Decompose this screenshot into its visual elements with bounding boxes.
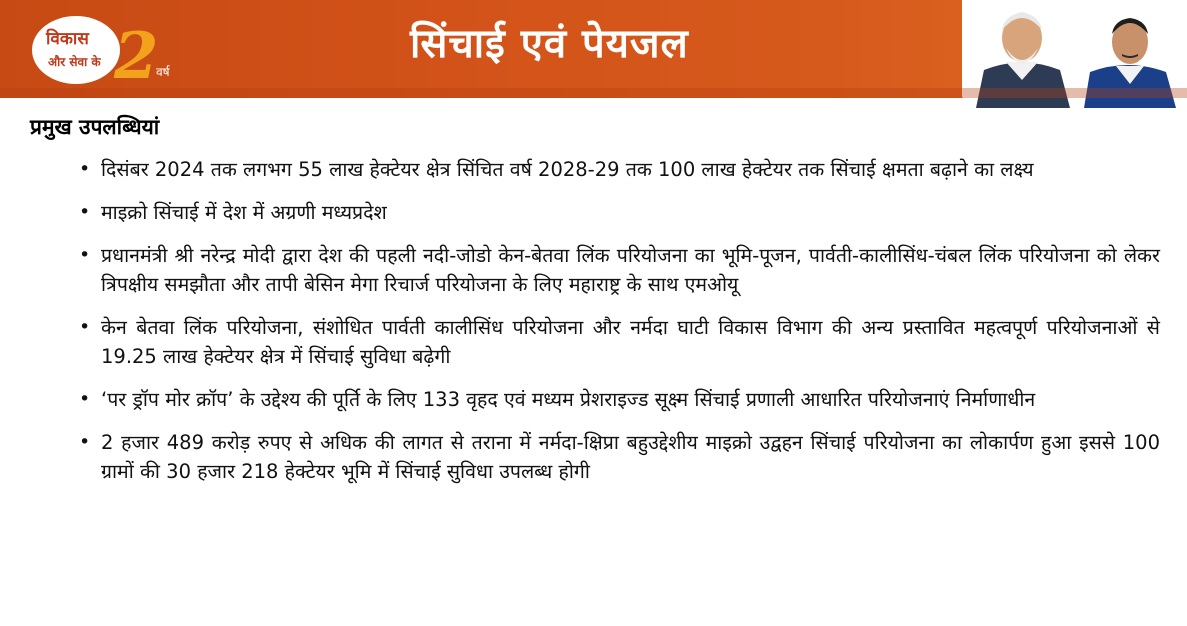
leaders-portrait-image xyxy=(962,0,1187,108)
logo-line1: विकास xyxy=(46,29,89,49)
list-item xyxy=(75,313,1160,371)
logo-suffix: वर्ष xyxy=(156,65,170,79)
bullet-icon: • xyxy=(79,431,91,453)
list-item-text: ‘पर ड्रॉप मोर क्रॉप’ के उद्देश्य की पूर्ति के लिए 133 वृहद एवं मध्यम प्रेशराइज्ड सूक्ष्म सिंचाई प्रणाली आधारित परियोजनाएं निर्माणाधीन xyxy=(101,388,1036,411)
bullet-icon: • xyxy=(79,158,91,180)
leaders-photo-panel xyxy=(962,0,1187,108)
bullet-icon: • xyxy=(79,244,91,266)
list-item xyxy=(75,198,1160,227)
bullet-icon: • xyxy=(79,316,91,338)
section-heading: प्रमुख उपलब्धियां xyxy=(30,115,160,139)
bullet-icon: • xyxy=(79,388,91,410)
list-item xyxy=(75,155,1160,184)
logo-badge-shape xyxy=(32,16,120,84)
list-item xyxy=(75,241,1160,299)
page-title: सिंचाई एवं पेयजल xyxy=(410,21,689,67)
achievements-list xyxy=(75,155,1160,500)
list-item xyxy=(75,428,1160,486)
bullet-icon: • xyxy=(79,201,91,223)
list-item-text: 2 हजार 489 करोड़ रुपए से अधिक की लागत से तराना में नर्मदा-क्षिप्रा बहुउद्देशीय माइक्रो उद्वहन सिंचाई परियोजना का लोकार्पण हुआ इससे 100 ग्रामों की 30 हजार 218 हेक्टेयर भूमि में सिंचाई सुविधा उपलब्ध होगी xyxy=(101,431,1160,483)
list-item xyxy=(75,385,1160,414)
list-item-text: प्रधानमंत्री श्री नरेन्द्र मोदी द्वारा देश की पहली नदी-जोडो केन-बेतवा लिंक परियोजना का भूमि-पूजन, पार्वती-कालीसिंध-चंबल लिंक परियोजना को लेकर त्रिपक्षीय समझौता और तापी बेसिन मेगा रिचार्ज परियोजना के लिए महाराष्ट्र के साथ एमओयू xyxy=(101,244,1160,296)
logo-number: 2 xyxy=(114,19,159,88)
logo-line2: और सेवा के xyxy=(48,55,101,69)
list-item-text: माइक्रो सिंचाई में देश में अग्रणी मध्यप्रदेश xyxy=(101,201,387,224)
vikas-aur-seva-logo xyxy=(28,8,186,88)
header-banner xyxy=(0,0,1187,98)
list-item-text: दिसंबर 2024 तक लगभग 55 लाख हेक्टेयर क्षेत्र सिंचित वर्ष 2028-29 तक 100 लाख हेक्टेयर तक सिंचाई क्षमता बढ़ाने का लक्ष्य xyxy=(101,158,1034,181)
list-item-text: केन बेतवा लिंक परियोजना, संशोधित पार्वती कालीसिंध परियोजना और नर्मदा घाटी विकास विभाग की अन्य प्रस्तावित महत्वपूर्ण परियोजनाओं से 19.25 लाख हेक्टेयर क्षेत्र में सिंचाई सुविधा बढ़ेगी xyxy=(101,316,1160,368)
